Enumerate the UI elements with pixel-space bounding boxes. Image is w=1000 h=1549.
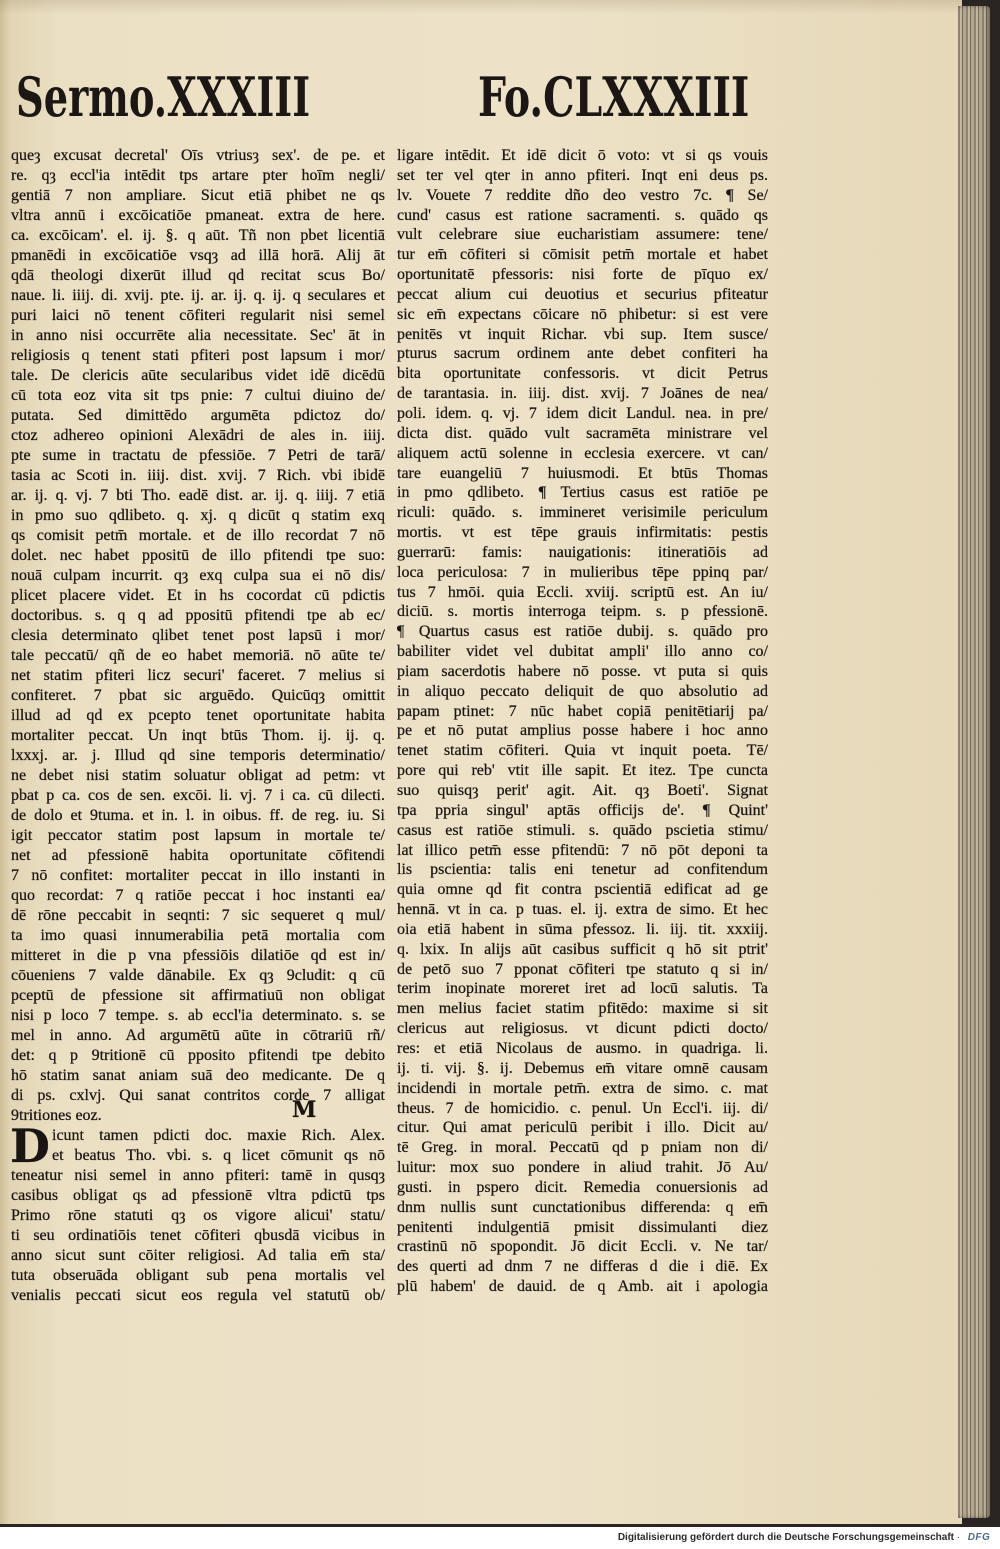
text-line: ar. ij. q. vj. 7 bti Tho. eadē dist. ar. ij. q. iiij. 7 etiā — [11, 487, 385, 504]
text-line: tare euangeliū 7 huiusmodi. Et btūs Thomas — [397, 464, 768, 482]
text-line: babiliter videt vel dubitat ampli' illo anno co/ — [397, 643, 768, 661]
text-line: in anno nisi occurrēte alia necessitate. Sec' āt in — [11, 327, 385, 344]
text-line: papam ptinet: 7 nūc habet copiā penitētiarij pa/ — [397, 702, 768, 720]
text-line: crastinū nō spopondit. Jō dicit Eccli. v. Ne tar/ — [397, 1238, 768, 1256]
text-line: lis pscientia: talis eni tenetur ad confitendum — [397, 861, 768, 879]
text-line: lat illico petm̄ esse pfitendū: 7 nō pōt deponi ta — [397, 841, 768, 859]
text-line: net ad pfessionē habita oportunitate cōfitendi — [11, 847, 385, 864]
paragraph-lines — [11, 1126, 385, 1306]
text-line: tpa ppria singul' aptās officijs de'. ¶ Quint' — [397, 801, 768, 819]
text-line: de tarantasia. in. iiij. dist. xvij. 7 Joānes de nea/ — [397, 385, 768, 403]
text-line: in pmo suo qdlibeto. q. xj. q dicūt q statim exq — [11, 507, 385, 524]
text-line: illud ad qd ex pcepto tenet oportunitate habita — [11, 707, 385, 724]
text-line: venialis peccati sicut eos regula vel statutū ob/ — [11, 1287, 385, 1304]
text-line: oportunitatē pfessoris: nisi forte de pīquo ex/ — [397, 266, 768, 284]
text-line: cū tota eoz vita sit tps pnie: 7 cultui diuino de/ — [11, 387, 385, 404]
text-line: oia etiā habent in sūma pfessoz. li. iij. tit. xxxiij. — [397, 920, 768, 938]
text-line: casus est ratiōe stimuli. s. quādo pscietia stimu/ — [397, 821, 768, 839]
text-line: pbat p ca. cos de sen. excōi. li. vj. 7 i ca. cū dilecti. — [11, 787, 385, 804]
text-line: ¶ Quartus casus est ratiōe dubij. s. quādo pro — [397, 623, 768, 641]
text-line: in pmo qdlibeto. ¶ Tertius casus est ratiōe pe — [397, 484, 768, 502]
text-line: riculi: quādo. s. immineret verisimile periculum — [397, 504, 768, 522]
text-line: hō statim sanat aniam suā deo medicante. De q — [11, 1067, 385, 1084]
text-line: in aliquo peccato deliquit de quo absolutio ad — [397, 682, 768, 700]
text-line: nouā culpam incurrit. qȝ exq culpa sua ei nō dis/ — [11, 567, 385, 584]
text-line: dē rōne peccabit in seqnti: 7 sic sequeret q mul/ — [11, 907, 385, 924]
sermon-heading: Sermo.XXXIII — [16, 65, 311, 129]
text-line: ligare intēdit. Et idē dicit ō voto: vt si qs vouis — [397, 147, 768, 164]
text-line: clericus aut religiosus. vt dicunt pdicti docto/ — [397, 1020, 768, 1038]
text-line: lv. Vouete 7 reddite dño deo vestro 7c. ¶ Se/ — [397, 186, 768, 204]
text-line: et beatus Tho. vbi. s. q licet cōmunit qs nō — [52, 1147, 385, 1164]
text-line: plicet placere videt. Et in hs cocordat cū pdictis — [11, 587, 385, 604]
page-edges — [958, 6, 990, 1518]
digitization-footer — [0, 1527, 1000, 1549]
text-line: pte sume in tractatu de pfessiōe. 7 Petri de tarā/ — [11, 447, 385, 464]
text-line: ctoz adhereo opinioni Alexādri de ales in. iiij. — [11, 427, 385, 444]
text-line: luitur: mox suo pondere in aliud trahit. Jō Au/ — [397, 1159, 768, 1177]
text-line: putata. Sed dimittēdo argumēta pdictoz do/ — [11, 407, 385, 424]
funding-credit: Digitalisierung gefördert durch die Deutsche Forschungsgemeinschaft — [617, 1532, 954, 1543]
text-line: pore qui reb' vtit ille sapit. Et itez. Tpe cuncta — [397, 762, 768, 780]
text-line: des querti ad dnm 7 ne differas d die i diē. Ex — [397, 1258, 768, 1276]
text-line: hennā. vt in ca. p tuas. el. ij. extra de simo. Et hec — [397, 901, 768, 919]
text-line: clesia determinato qlibet tenet post lapsū i mor/ — [11, 627, 385, 644]
text-line: diciū. s. mortis interroga teipm. s. p pfessionē. — [397, 603, 768, 621]
text-line: pmanēdi in excōicatiōe vsqȝ ad illā horā. Alij āt — [11, 247, 385, 264]
text-line: terim inopinate moreret iret ad locū salutis. Ta — [397, 980, 768, 998]
text-line: religiosis q tenent stati pfiteri post lapsum i mor/ — [11, 347, 385, 364]
text-line: tuta obseruāda obligant sub pena mortalis vel — [11, 1267, 385, 1284]
right-text-column — [397, 146, 768, 1297]
left-text-column — [11, 146, 385, 1306]
text-line: casibus obligat qs ad pfessionē vltra pdictū tps — [11, 1187, 385, 1204]
text-line: set ter vel qter in anno pfiteri. Inqt eni deus ps. — [397, 166, 768, 184]
text-line: mortis. vt est tēpe grauis infirmitatis: pestis — [397, 524, 768, 542]
text-line: net statim pfiteri licz securi' faceret. 7 melius si — [11, 667, 385, 684]
text-line: lxxxj. ar. j. Illud qd sine temporis determinatio/ — [11, 747, 385, 764]
text-line: tus 7 hmōi. quia Eccli. xviij. scriptū est. An iu/ — [397, 583, 768, 601]
text-line: re. qȝ eccl'ia intēdit tps artare pter hoīm negli/ — [11, 167, 385, 184]
text-line: tale. De clericis aūte secularibus videt idē dicēdū — [11, 367, 385, 384]
text-line: tasia ac Scoti in. iiij. dist. xvij. 7 Rich. vbi ibidē — [11, 467, 385, 484]
left-column-lines — [11, 146, 385, 1126]
text-line: penitēs vt inquit Richar. vbi sup. Item susce/ — [397, 325, 768, 343]
text-line: penitenti indulgentiā pmisit dissimulanti diez — [397, 1218, 768, 1236]
dfg-logo: DFG — [967, 1532, 991, 1543]
folio-number: Fo.CLXXXIII — [478, 65, 750, 129]
text-line: suo quisqȝ perit' agit. Ait. qȝ Boeti'. Signat — [397, 782, 768, 799]
text-line: pceptū de pfessione sit affirmatiuū non obligat — [11, 987, 385, 1004]
text-line: anno sicut sunt cōiter religiosi. Ad talia em̄ sta/ — [11, 1247, 385, 1264]
text-line: poli. idem. q. vj. 7 idem dicit Landul. nea. in pre/ — [397, 404, 768, 422]
text-line: gentiā 7 non ampliare. Sicut etiā phibet ne qs — [11, 187, 385, 204]
text-line: tale peccatū/ qñ de eo habet memoriā. nō aūte te/ — [11, 647, 385, 664]
text-line: loca periculosa: 7 in mulieribus tēpe ppinq par/ — [397, 563, 768, 581]
text-line: aliquem actū solenne in ecclesia exercere. vt can/ — [397, 444, 768, 462]
text-line: gusti. in pspero dicit. Remedia conuersionis ad — [397, 1178, 768, 1196]
text-line: vltra annū i excōicatiōe pmaneat. extra de here. — [11, 207, 385, 224]
text-line: cund' casus est ratione sacramenti. s. quādo qs — [397, 206, 768, 224]
text-line: tur em̄ cōfiteri si cōmisit petm̄ mortale et habet — [397, 246, 768, 264]
text-line: incidendi in mortale petm̄. extra de simo. c. mat — [397, 1079, 768, 1097]
text-line: pturus sacrum ordinem ante debet confiteri ha — [397, 345, 768, 363]
text-line: ne debet nisi statim soluatur obligat ad petm: vt — [11, 767, 385, 784]
signature-mark: M — [292, 1097, 317, 1123]
text-line: guerrarū: famis: nauigationis: itineratiōis ad — [397, 543, 768, 561]
text-line: mortaliter peccat. Un inqt btūs Thom. ij. ij. q. — [11, 727, 385, 744]
text-line: mitteret in die p vna pfessiōis dilatiōe qd est in/ — [11, 947, 385, 964]
text-line: naue. li. iiij. di. xvij. pte. ij. ar. ij. q. ij. q seculares et — [11, 287, 385, 304]
text-line: nisi p loco 7 tempe. s. ab eccl'ia determinato. s. se — [11, 1007, 385, 1024]
text-line: doctoribus. s. q q ad ppositū pfitendi tpe ab ec/ — [11, 607, 385, 624]
text-line: ca. excōicam'. el. ij. §. q aūt. Tñ non pbet licentiā — [11, 227, 385, 244]
right-column-lines — [397, 146, 768, 1297]
text-line: res: et etiā Nicolaus de ausmo. in quadriga. li. — [397, 1039, 768, 1057]
text-line: ti seu ordinatiōis tenet cōfiteri qbusdā vicibus in — [11, 1227, 385, 1244]
text-line: teneatur nisi semel in anno pfiteri: tamē in qusqȝ — [11, 1167, 385, 1184]
text-line: sic em̄ expectans cōicare nō phibetur: si est vere — [397, 305, 768, 323]
text-line: theus. 7 de homicidio. c. penul. Un Eccl'i. iij. di/ — [397, 1099, 768, 1117]
text-line: piam sacerdotis habere nō posse. vt puta si quis — [397, 662, 768, 680]
text-line: qs comisit petm̄ mortale. et de illo recordat 7 nō — [11, 527, 385, 544]
text-line: pe et nō putat amplius posse habere i hoc anno — [397, 722, 768, 740]
text-line: confiteret. 7 pbat sic arguēdo. Quicūqȝ omittit — [11, 687, 385, 704]
text-line: dnm nullis sunt cunctationibus differenda: q em̄ — [397, 1198, 768, 1216]
text-line: quia omne qd fit contra pscientiā edificat ad ge — [397, 881, 768, 899]
text-line: icunt tamen pdicti doc. maxie Rich. Alex. — [52, 1127, 385, 1144]
text-line: ij. ti. vij. §. ij. Debemus em̄ vitare omnē causam — [397, 1059, 768, 1077]
text-line: quo recordat: 7 q ratiōe peccat i hoc instanti ea/ — [11, 887, 385, 904]
text-line: qdā theologi dixerūt illud qd recitat scus Bo/ — [11, 267, 385, 284]
text-line: dicta dist. quādo vult sacramēta ministrare vel — [397, 424, 768, 442]
decorated-initial: D — [10, 1119, 50, 1173]
text-line: peccat alium cui deuotius et securius pfiteatur — [397, 285, 768, 303]
text-line: tē Greg. in moral. Peccatū qd p pniam non di/ — [397, 1139, 768, 1157]
text-line: plū habem' de dauid. de q Amb. ait i apologia — [397, 1278, 768, 1296]
text-line: ta imo quasi innumerabilia petā mortalia com — [11, 927, 385, 944]
text-line: 9tritiones eoz. — [11, 1107, 102, 1124]
text-line: de petō suo 7 pponat cōfiteri tpe statuto q si in/ — [397, 960, 768, 978]
text-line: det: q p 9tritionē cū pposito pfitendi tpe debito — [11, 1047, 385, 1064]
text-line: Primo rōne statuti qȝ os vigore alicui' statu/ — [11, 1207, 385, 1224]
text-line: q. lxix. In alijs aūt casibus sufficit q hō sit ptrit' — [397, 940, 768, 958]
text-line: mel in anno. Ad argumētū aūte in cōtrariū rñ/ — [11, 1027, 385, 1044]
text-line: di ps. cxlvj. Qui sanat contritos corde 7 alligat — [11, 1087, 385, 1104]
text-line: queȝ excusat decretal' Oīs vtriusȝ sex'. de pe. et — [11, 147, 385, 164]
paragraph-with-initial — [10, 1119, 385, 1306]
text-line: bita oportunitate confessoris. vt dicit Petrus — [397, 365, 768, 383]
text-line: igit peccator statim post lapsum in mortale te/ — [11, 827, 385, 844]
text-line: men melius faciet statim pfitēdo: maxime si sit — [397, 1000, 768, 1018]
text-line: citur. Qui amat periculū peribit i illo. Dicit au/ — [397, 1119, 768, 1137]
text-line: tenet statim cōfiteri. Quia vt inquit poeta. Tē/ — [397, 742, 768, 760]
text-line: de dolo et 9tuma. et in. l. in oibus. ff. de reg. iu. Si — [11, 807, 385, 824]
text-line: 7 nō confitet: mortaliter peccat in illo instanti in — [11, 867, 385, 884]
footer-separator: · — [956, 1532, 960, 1543]
text-line: vult celebrare siue eucharistiam assumere: tene/ — [397, 226, 768, 244]
text-line: dolet. nec habet ppositū de illo pfitendi tpe suo: — [11, 547, 385, 564]
text-line: puri laici nō tenent cōfiteri regularit nisi semel — [11, 307, 385, 324]
text-line: cōueniens 7 valde dānabile. Ex qȝ 9cludit: q cū — [11, 967, 385, 984]
